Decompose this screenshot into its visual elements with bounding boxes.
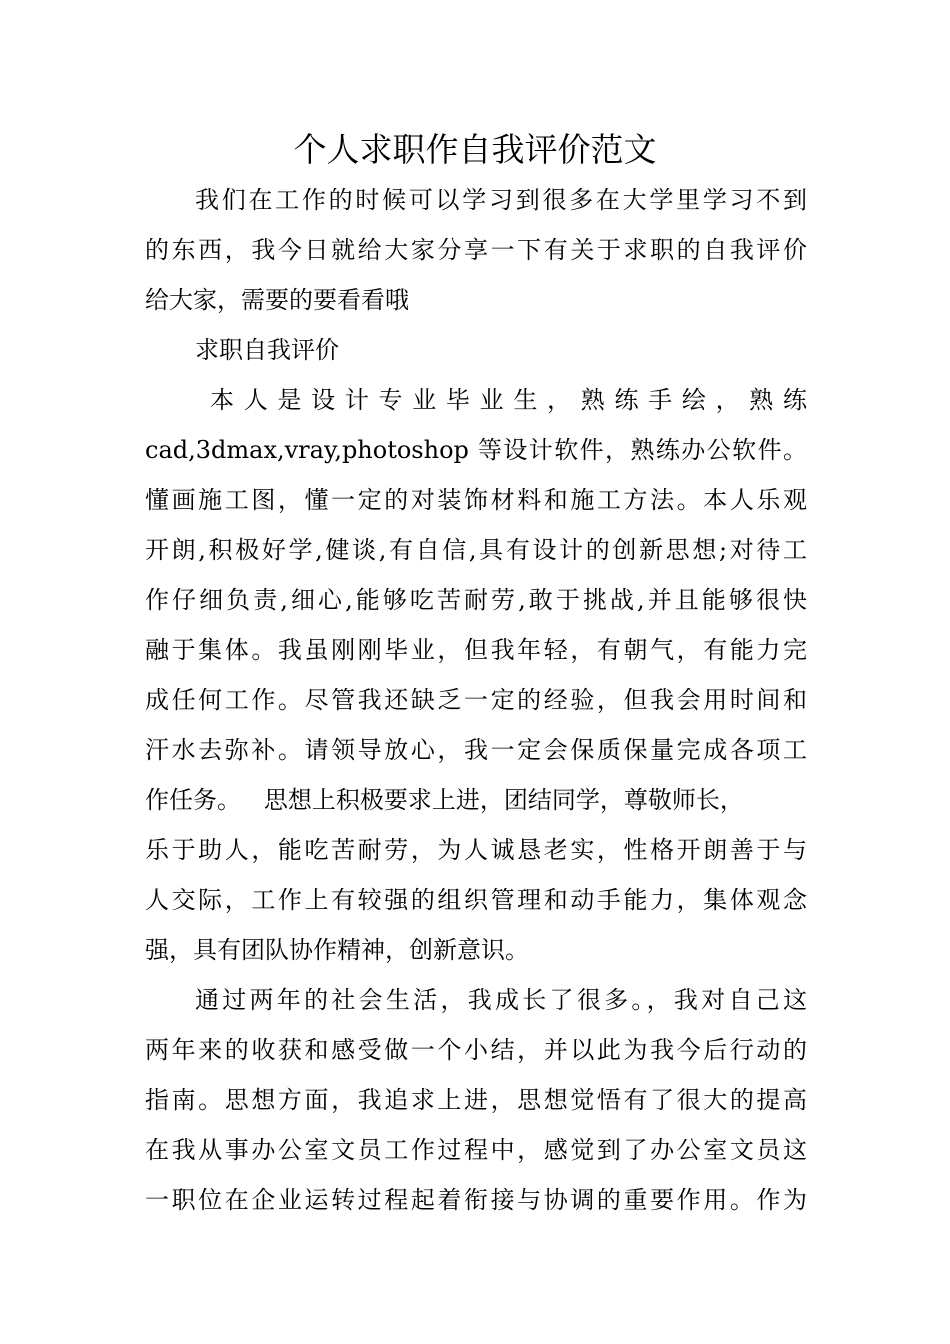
text-line: 融于集体。我虽刚刚毕业，但我年轻，有朝气，有能力完: [145, 636, 807, 664]
text-line: 在我从事办公室文员工作过程中，感觉到了办公室文员这: [145, 1136, 807, 1164]
text-line: 成任何工作。尽管我还缺乏一定的经验，但我会用时间和: [145, 686, 807, 714]
text-line: 给大家，需要的要看看哦: [145, 286, 409, 314]
text-line: 开朗,积极好学,健谈,有自信,具有设计的创新思想;对待工: [145, 536, 807, 564]
text-line: 本 人 是 设 计 专 业 毕 业 生 ， 熟 练 手 绘 ， 熟 练: [210, 386, 807, 414]
text-line: 人交际，工作上有较强的组织管理和动手能力，集体观念: [145, 886, 807, 914]
text-line: 两年来的收获和感受做一个小结，并以此为我今后行动的: [145, 1036, 807, 1064]
text-line: 指南。思想方面，我追求上进，思想觉悟有了很大的提高: [145, 1086, 807, 1114]
text-line: 汗水去弥补。请领导放心，我一定会保质保量完成各项工: [145, 736, 807, 764]
text-line: 强，具有团队协作精神，创新意识。: [145, 936, 529, 964]
text-line: 通过两年的社会生活，我成长了很多。，我对自己这: [195, 986, 807, 1014]
text-line: 一职位在企业运转过程起着衔接与协调的重要作用。作为: [145, 1186, 807, 1214]
document-title: 个人求职作自我评价范文: [293, 130, 657, 169]
text-line: 作任务。 思想上积极要求上进，团结同学，尊敬师长，: [145, 786, 744, 814]
section-heading: 求职自我评价: [195, 336, 339, 364]
text-line: 的东西，我今日就给大家分享一下有关于求职的自我评价: [145, 236, 807, 264]
text-line: cad,3dmax,vray,photoshop 等设计软件，熟练办公软件。: [145, 436, 807, 464]
text-line: 作仔细负责,细心,能够吃苦耐劳,敢于挑战,并且能够很快: [145, 586, 807, 614]
text-line: 我们在工作的时候可以学习到很多在大学里学习不到: [195, 186, 807, 214]
text-line: 乐于助人，能吃苦耐劳，为人诚恳老实，性格开朗善于与: [145, 836, 807, 864]
text-line: 懂画施工图，懂一定的对装饰材料和施工方法。本人乐观: [145, 486, 807, 514]
